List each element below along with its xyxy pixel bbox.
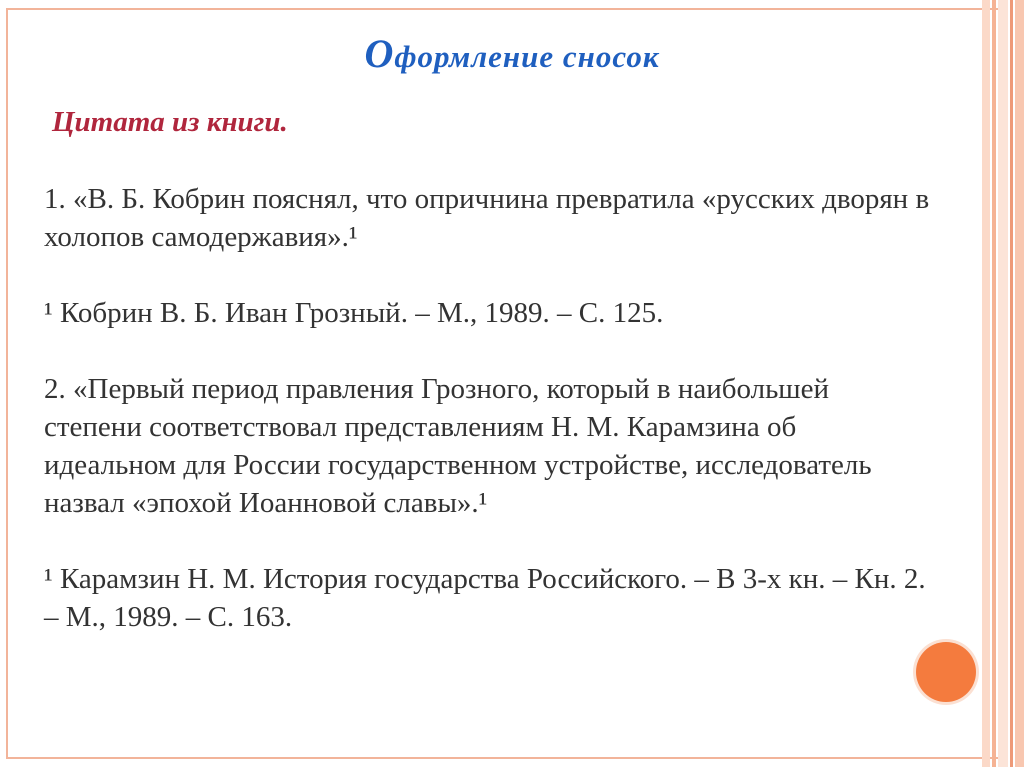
slide-body — [44, 180, 932, 636]
footnote-2: ¹ Карамзин Н. М. История государства Российского. – В 3-х кн. – Кн. 2. – М., 1989. – С. 163. — [44, 563, 926, 633]
quote-paragraph-2: 2. «Первый период правления Грозного, который в наибольшей степени соответствовал представлениям Н. М. Карамзина об идеальном для России государственном устройстве, исследователь назвал «эпохой Иоанновой славы».¹ — [44, 373, 872, 519]
slide-subtitle: Цитата из книги. — [52, 106, 288, 138]
decorative-stripes — [982, 0, 1024, 767]
title-rest: формление сносок — [394, 39, 660, 74]
title-first-letter: О — [364, 31, 395, 76]
footnote-1: ¹ Кобрин В. Б. Иван Грозный. – М., 1989. – С. 125. — [44, 297, 664, 329]
decorative-circle-icon — [916, 642, 976, 702]
quote-paragraph-1: 1. «В. Б. Кобрин пояснял, что опричнина превратила «русских дворян в холопов самодержавия».¹ — [44, 183, 930, 253]
slide-title — [0, 30, 1024, 77]
